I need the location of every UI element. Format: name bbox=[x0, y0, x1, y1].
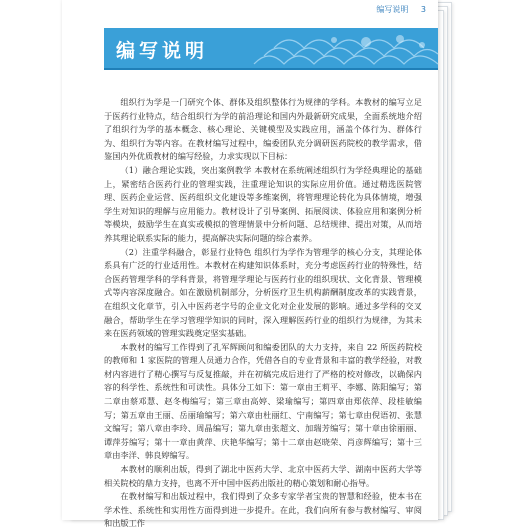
paragraph: 在教材编写和出版过程中，我们得到了众多专家学者宝贵的智慧和经验，使本书在学术性、系统性和实用性方面得到进一步提升。在此，我们向所有参与教材编写、审阅和出版工作 bbox=[104, 491, 422, 529]
book-page bbox=[62, 0, 438, 529]
paragraph: 组织行为学是一门研究个体、群体及组织整体行为规律的学科。本教材的编写立足于医药行业特点，结合组织行为学的前沿理论和国内外最新研究成果，全面系统地介绍了组织行为学的基本概念、核心理论、关键模型及实践应用，涵盖个体行为、群体行为、组织行为等内容。在教材编写过程中，编委团队充分调研医药院校的教学需求，借鉴国内外优质教材的编写经验，力求实现以下目标： bbox=[104, 97, 422, 162]
paragraph: （1）融合理论实践，突出案例教学 本教材在系统阐述组织行为学经典理论的基础上，紧密结合医药行业的管理实践，注重理论知识的实际应用价值。通过精选医院管理、医药企业运营、医药组织文化建设等多维案例，将管理理论转化为具体情境，增强学生对知识的理解与应用能力。教材设计了引导案例、拓展阅读、体验应用和案例分析等模块，鼓励学生在真实或模拟的管理情景中分析问题、总结规律、提出对策，从而培养其理论联系实际的能力，提高解决实际问题的综合素养。 bbox=[104, 164, 422, 243]
section-banner bbox=[104, 28, 438, 70]
running-header bbox=[376, 4, 426, 15]
paragraph: （2）注重学科融合，彰显行业特色 组织行为学作为管理学的核心分支，其理论体系具有广泛的行业适用性。本教材在构建知识体系时，充分考虑医药行业的特殊性，结合医药管理学科的学科背景，将管理学理论与医药行业的组织现状、文化背景、管理模式等内容深度融合。如在激励机制部分，分析医疗卫生机构薪酬制度改革的实践背景，在组织文化章节，引入中医药老字号的企业文化对企业发展的影响。通过多学科的交叉融合，帮助学生在学习管理学知识的同时，深入理解医药行业的组织行为规律，为其未来在医药领域的管理实践奠定坚实基础。 bbox=[104, 246, 422, 339]
paragraph: 本教材的顺利出版，得到了湖北中医药大学、北京中医药大学、湖南中医药大学等相关院校的鼎力支持，也离不开中国中医药出版社的精心策划和耐心指导。 bbox=[104, 464, 422, 488]
section-title: 编写说明 bbox=[116, 40, 209, 62]
paragraph: 本教材的编写工作得到了孔军辉顾问和编委团队的大力支持，来自 22 所医药院校的教师和 1 家医院的管理人员通力合作，凭借各自的专业背景和丰富的教学经验，对教材内容进行了精心撰写与反复推敲，并在初稿完成后进行了严格的校对修改，以确保内容的科学性、系统性和可读性。具体分工如下：第一章由王莉平、李娜、陈阳编写；第二章由蔡邓慧、赵冬梅编写；第三章由高婷、梁瑜编写；第四章由郑依萍、段桂敏编写；第五章由王丽、岳丽瑜编写；第六章由杜丽红、宁南编写；第七章由倪语初、张慧文编写；第八章由李玲、周晶编写；第九章由张超文、加瑞芳编写；第十章由徐丽丽、谭萍芬编写；第十一章由黄萍、庆艳华编写；第十二章由赵晓荣、肖彦辉编写；第十三章由李洋、韩良婷编写。 bbox=[104, 341, 422, 461]
page-number: 3 bbox=[420, 5, 426, 14]
body-text bbox=[104, 96, 422, 531]
running-header-title: 编写说明 bbox=[376, 5, 409, 14]
